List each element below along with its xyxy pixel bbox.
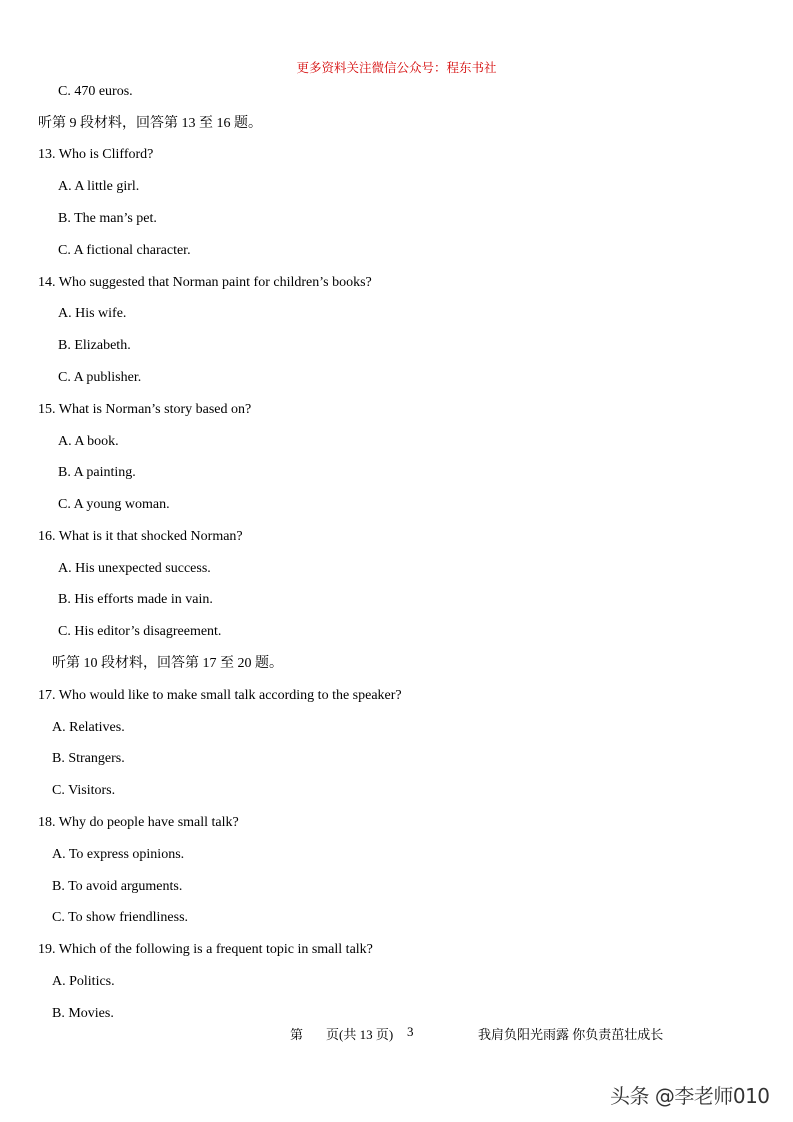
option-line: B. Movies. bbox=[52, 1006, 114, 1021]
option-line: A. A little girl. bbox=[58, 179, 140, 194]
option-line: A. His unexpected success. bbox=[58, 561, 211, 576]
question-16: 16. What is it that shocked Norman? bbox=[38, 529, 243, 544]
footer-page-number: 3 bbox=[407, 1024, 414, 1039]
question-14: 14. Who suggested that Norman paint for children’s books? bbox=[38, 275, 372, 290]
option-line: B. To avoid arguments. bbox=[52, 879, 183, 894]
option-line: A. To express opinions. bbox=[52, 847, 185, 862]
option-line: C. Visitors. bbox=[52, 783, 116, 798]
question-15: 15. What is Norman’s story based on? bbox=[38, 402, 252, 417]
option-line: B. Strangers. bbox=[52, 751, 125, 766]
question-13: 13. Who is Clifford? bbox=[38, 147, 154, 162]
option-line: C. A publisher. bbox=[58, 370, 142, 385]
question-17: 17. Who would like to make small talk according to the speaker? bbox=[38, 688, 402, 703]
watermark: 头条 @李老师010 bbox=[610, 1084, 770, 1108]
section-instruction: 听第 10 段材料，回答第 17 至 20 题。 bbox=[52, 656, 283, 671]
option-line: A. A book. bbox=[58, 434, 119, 449]
option-line: C. 470 euros. bbox=[58, 84, 133, 99]
header-notice: 更多资料关注微信公众号：程东书社 bbox=[296, 61, 497, 75]
footer-motto: 我肩负阳光雨露 你负责茁壮成长 bbox=[478, 1027, 664, 1042]
option-line: A. His wife. bbox=[58, 306, 127, 321]
option-line: C. A fictional character. bbox=[58, 243, 191, 258]
question-19: 19. Which of the following is a frequent topic in small talk? bbox=[38, 942, 373, 957]
option-line: C. His editor’s disagreement. bbox=[58, 624, 222, 639]
option-line: B. A painting. bbox=[58, 465, 136, 480]
option-line: B. Elizabeth. bbox=[58, 338, 131, 353]
option-line: A. Politics. bbox=[52, 974, 115, 989]
option-line: B. The man’s pet. bbox=[58, 211, 157, 226]
option-line: C. To show friendliness. bbox=[52, 910, 189, 925]
footer-page-total: 页(共 13 页) bbox=[326, 1027, 394, 1042]
footer-di: 第 bbox=[290, 1027, 304, 1042]
option-line: C. A young woman. bbox=[58, 497, 170, 512]
option-line: A. Relatives. bbox=[52, 720, 125, 735]
option-line: B. His efforts made in vain. bbox=[58, 592, 213, 607]
section-instruction: 听第 9 段材料，回答第 13 至 16 题。 bbox=[38, 116, 262, 131]
question-18: 18. Why do people have small talk? bbox=[38, 815, 239, 830]
